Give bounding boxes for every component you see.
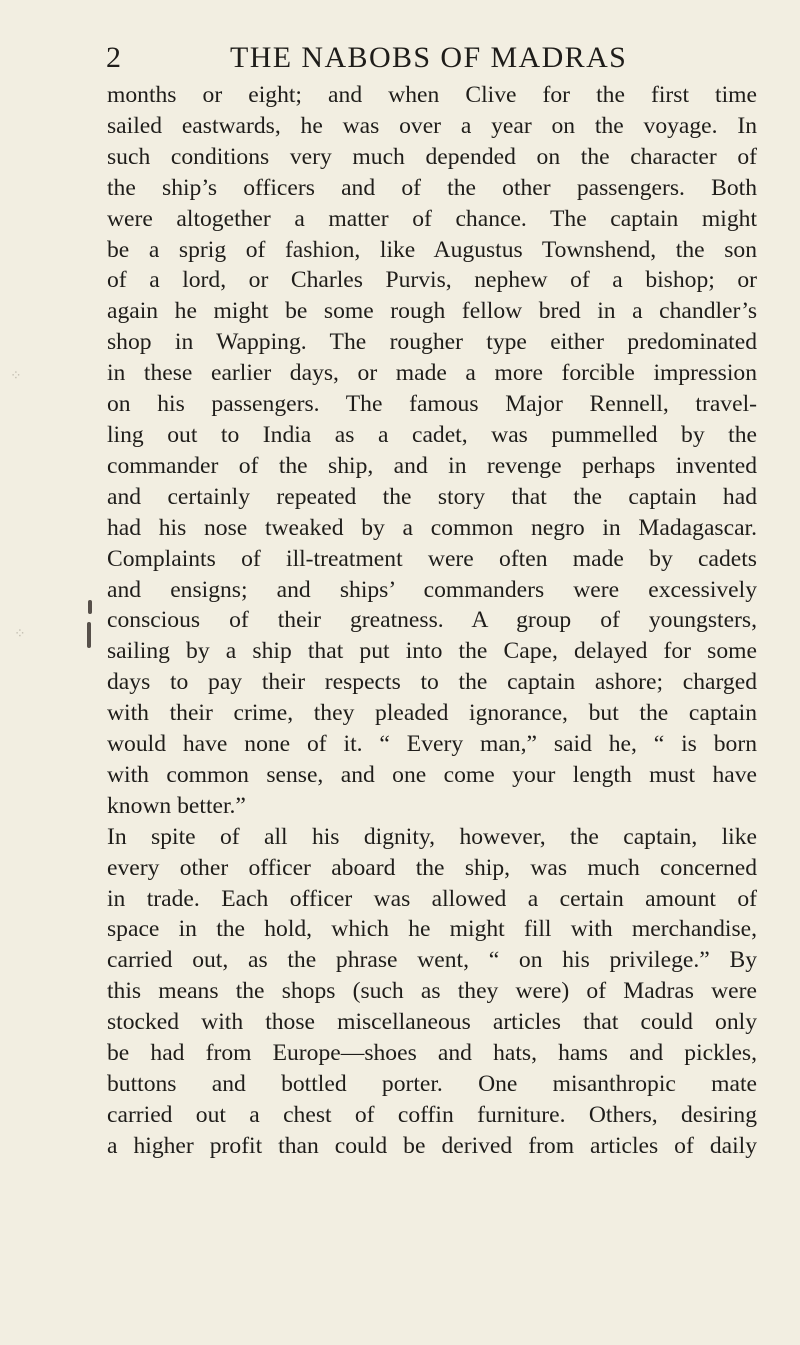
text-line: shop in Wapping. The rougher type either predominated <box>107 329 757 356</box>
text-line: in trade. Each officer was allowed a certain amount of <box>107 885 757 912</box>
text-line: the ship’s officers and of the other passengers. Both <box>107 174 757 201</box>
text-line: had his nose tweaked by a common negro in Madagascar. <box>107 514 757 541</box>
text-line: Complaints of ill-treatment were often made by cadets <box>107 545 757 572</box>
text-line: in these earlier days, or made a more forcible impression <box>107 360 757 387</box>
body-text <box>107 80 757 1162</box>
text-line: space in the hold, which he might fill with merchandise, <box>107 916 757 943</box>
margin-mark <box>88 600 92 614</box>
text-line: buttons and bottled porter. One misanthropic mate <box>107 1071 757 1097</box>
text-line: sailed eastwards, he was over a year on the voyage. In <box>107 112 757 139</box>
text-line: of a lord, or Charles Purvis, nephew of a bishop; or <box>107 267 757 294</box>
book-title: THE NABOBS OF MADRAS <box>230 41 628 74</box>
text-line: days to pay their respects to the captain ashore; charged <box>107 669 757 696</box>
text-line: conscious of their greatness. A group of youngsters, <box>107 607 757 634</box>
margin-mark <box>87 622 91 648</box>
text-line: sailing by a ship that put into the Cape, delayed for some <box>107 638 757 665</box>
text-line: such conditions very much depended on the character of <box>107 143 757 170</box>
text-line: again he might be some rough fellow bred in a chandler’s <box>107 298 757 325</box>
text-line: ling out to India as a cadet, was pummelled by the <box>107 421 757 448</box>
text-line: be a sprig of fashion, like Augustus Townshend, the son <box>107 236 757 263</box>
text-line: carried out a chest of coffin furniture. Others, desiring <box>107 1101 757 1128</box>
text-line: and ensigns; and ships’ commanders were excessively <box>107 576 757 603</box>
text-line: this means the shops (such as they were) of Madras were <box>107 978 757 1005</box>
text-line: and certainly repeated the story that the captain had <box>107 483 757 510</box>
page-smudge: ⁘ <box>10 368 22 384</box>
text-line: stocked with those miscellaneous articles that could only <box>107 1009 757 1036</box>
text-line: carried out, as the phrase went, “ on his privilege.” By <box>107 947 757 974</box>
text-line: In spite of all his dignity, however, the captain, like <box>107 823 757 850</box>
page-smudge: ⁘ <box>14 626 26 642</box>
text-line: a higher profit than could be derived from articles of daily <box>107 1132 757 1159</box>
text-line: months or eight; and when Clive for the first time <box>107 82 757 108</box>
text-line: known better.” <box>107 792 246 819</box>
page-number: 2 <box>106 41 122 74</box>
text-line: would have none of it. “ Every man,” said he, “ is born <box>107 731 757 758</box>
text-line: were altogether a matter of chance. The captain might <box>107 205 757 232</box>
text-line: commander of the ship, and in revenge perhaps invented <box>107 452 757 479</box>
text-line: be had from Europe—shoes and hats, hams and pickles, <box>107 1040 757 1067</box>
text-line: on his passengers. The famous Major Rennell, travel- <box>107 391 757 418</box>
text-line: every other officer aboard the ship, was much concerned <box>107 854 757 881</box>
text-line: with common sense, and one come your length must have <box>107 761 757 788</box>
text-line: with their crime, they pleaded ignorance, but the captain <box>107 700 757 727</box>
